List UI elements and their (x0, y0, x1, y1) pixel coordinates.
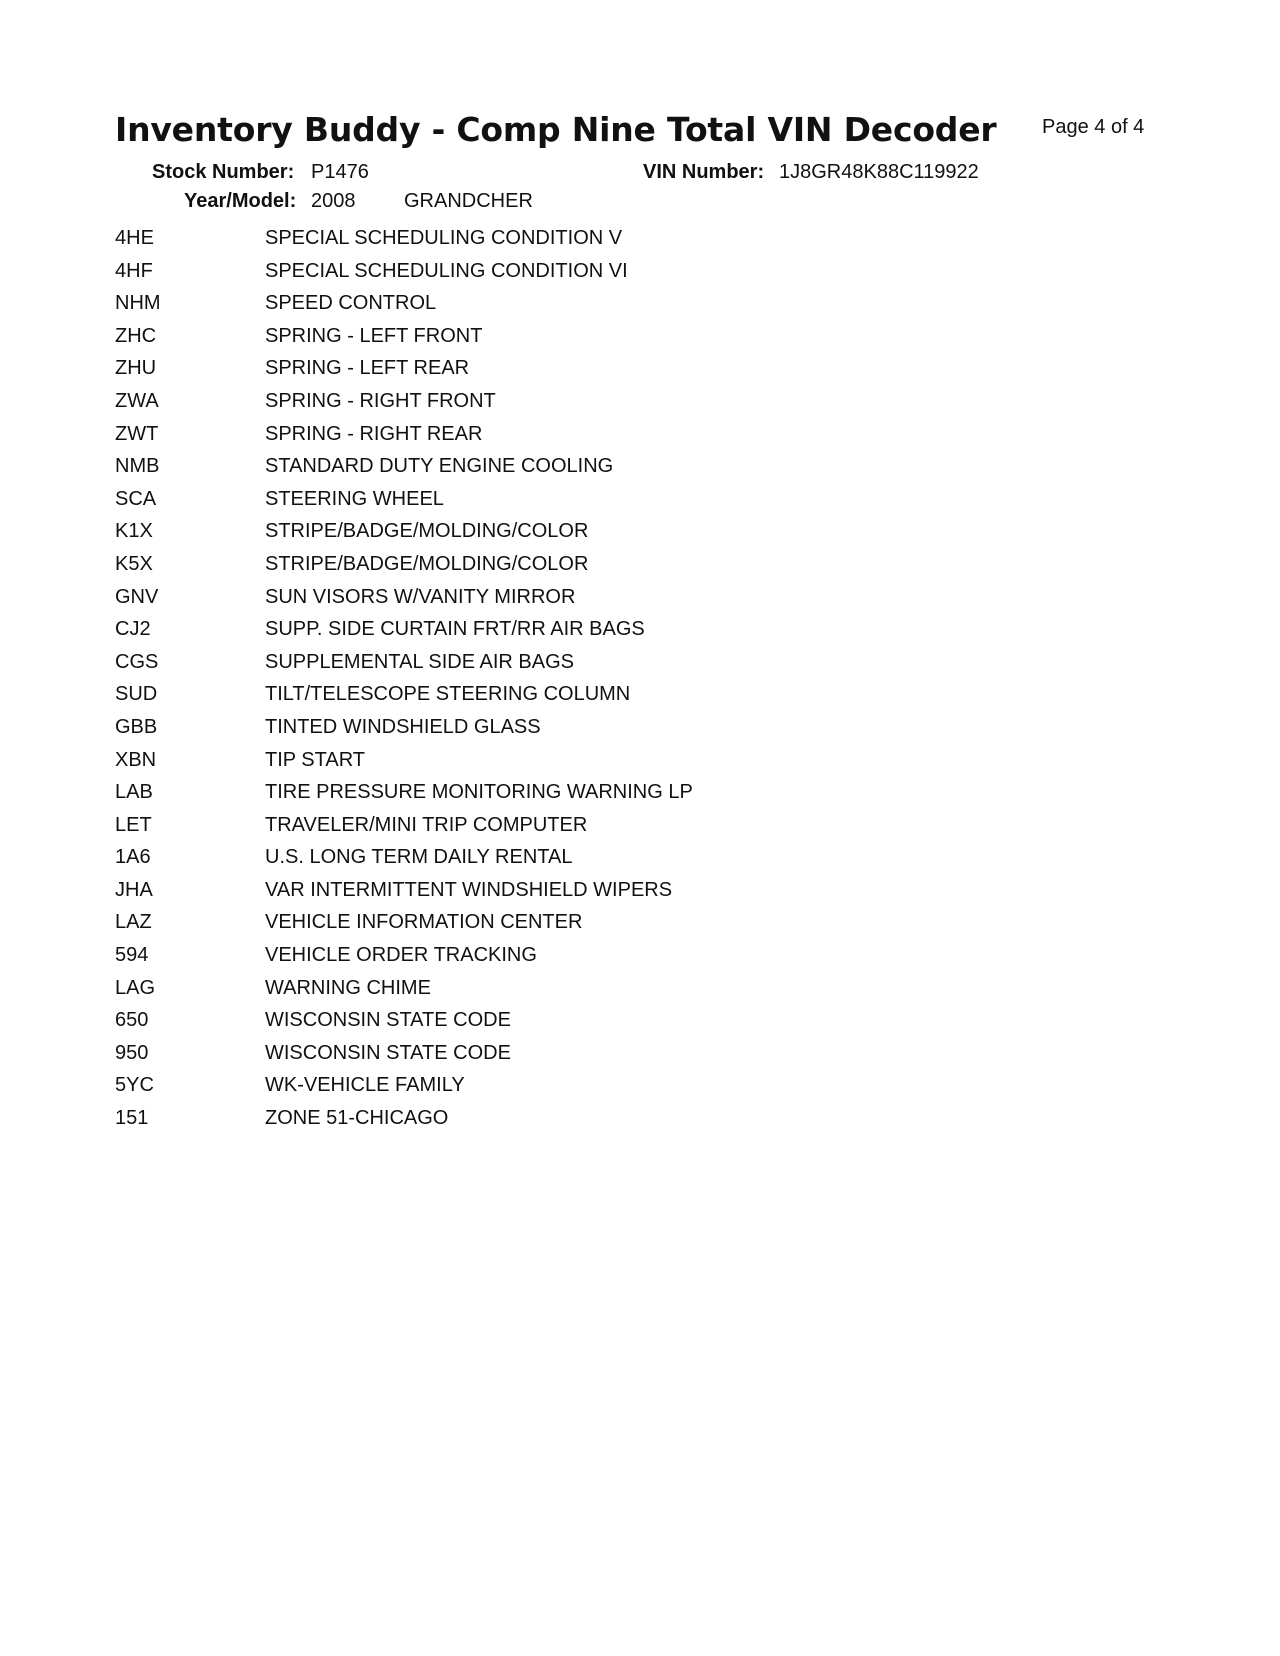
option-row (0, 683, 1280, 716)
option-code: 4HE (115, 227, 154, 249)
option-code: XBN (115, 748, 157, 771)
option-code: ZWT (115, 422, 159, 445)
vin-number-value: 1J8GR48K88C119922 (779, 161, 979, 183)
option-description: SPRING - LEFT REAR (265, 357, 470, 380)
option-code: LAG (115, 976, 156, 999)
vin-number-label: VIN Number: (643, 161, 765, 183)
option-code: CJ2 (115, 618, 151, 641)
option-code: K5X (115, 552, 153, 575)
option-description: STANDARD DUTY ENGINE COOLING (265, 455, 614, 478)
model-value: GRANDCHER (404, 190, 533, 212)
stock-number-label: Stock Number: (152, 161, 295, 183)
page-number: Page 4 of 4 (1042, 116, 1145, 138)
option-row (0, 390, 1280, 423)
option-code: 594 (115, 944, 149, 967)
option-code: NMB (115, 455, 160, 478)
option-row (0, 586, 1280, 619)
option-description: U.S. LONG TERM DAILY RENTAL (265, 846, 573, 869)
option-description: VEHICLE INFORMATION CENTER (265, 911, 583, 934)
option-description: SPRING - RIGHT REAR (265, 422, 483, 445)
option-description: TRAVELER/MINI TRIP COMPUTER (265, 813, 588, 836)
option-row (0, 357, 1280, 390)
option-description: SPRING - RIGHT FRONT (265, 389, 496, 412)
option-code: GBB (115, 715, 158, 738)
option-code: 950 (115, 1041, 149, 1064)
option-row (0, 651, 1280, 684)
option-row (0, 520, 1280, 553)
option-code: GNV (115, 585, 159, 608)
option-description: WK-VEHICLE FAMILY (265, 1074, 465, 1097)
option-description: VEHICLE ORDER TRACKING (265, 944, 537, 967)
option-code: CGS (115, 650, 159, 673)
option-code: NHM (115, 292, 161, 315)
option-code: 4HF (115, 259, 153, 282)
option-description: WISCONSIN STATE CODE (265, 1041, 511, 1064)
option-code: JHA (115, 878, 153, 901)
option-row (0, 618, 1280, 651)
option-row (0, 749, 1280, 782)
option-code: LAZ (115, 911, 152, 934)
option-description: STRIPE/BADGE/MOLDING/COLOR (265, 520, 589, 543)
option-row (0, 1107, 1280, 1140)
option-row (0, 879, 1280, 912)
option-row (0, 1074, 1280, 1107)
option-description: TILT/TELESCOPE STEERING COLUMN (265, 683, 631, 706)
option-row (0, 553, 1280, 586)
option-row (0, 846, 1280, 879)
option-row (0, 977, 1280, 1010)
option-code: SCA (115, 487, 157, 510)
option-code: SUD (115, 683, 158, 706)
option-code: ZHC (115, 324, 157, 347)
option-code: 5YC (115, 1074, 154, 1097)
option-row (0, 455, 1280, 488)
option-description: SUPPLEMENTAL SIDE AIR BAGS (265, 650, 574, 673)
year-value: 2008 (311, 190, 356, 212)
option-description: TIRE PRESSURE MONITORING WARNING LP (265, 781, 693, 804)
page-title: Inventory Buddy - Comp Nine Total VIN Decoder (115, 110, 997, 149)
option-code-list (0, 227, 1280, 1140)
option-code: 650 (115, 1009, 149, 1032)
option-code: LET (115, 813, 152, 836)
option-description: STEERING WHEEL (265, 487, 444, 510)
option-row (0, 781, 1280, 814)
option-description: TINTED WINDSHIELD GLASS (265, 715, 541, 738)
option-description: SUN VISORS W/VANITY MIRROR (265, 585, 576, 608)
option-description: WISCONSIN STATE CODE (265, 1009, 511, 1032)
option-description: SPEED CONTROL (265, 292, 437, 315)
option-row (0, 1009, 1280, 1042)
option-description: VAR INTERMITTENT WINDSHIELD WIPERS (265, 878, 673, 901)
option-code: LAB (115, 781, 153, 804)
option-description: SUPP. SIDE CURTAIN FRT/RR AIR BAGS (265, 618, 645, 641)
option-description: SPECIAL SCHEDULING CONDITION VI (265, 259, 628, 282)
option-description: SPECIAL SCHEDULING CONDITION V (265, 227, 623, 249)
stock-number-value: P1476 (311, 161, 369, 183)
option-row (0, 423, 1280, 456)
option-row (0, 1042, 1280, 1075)
option-code: K1X (115, 520, 153, 543)
option-row (0, 325, 1280, 358)
option-row (0, 814, 1280, 847)
option-row (0, 292, 1280, 325)
option-code: 1A6 (115, 846, 151, 869)
option-description: STRIPE/BADGE/MOLDING/COLOR (265, 552, 589, 575)
year-model-label: Year/Model: (184, 190, 297, 212)
option-description: WARNING CHIME (265, 976, 431, 999)
option-row (0, 716, 1280, 749)
option-code: ZWA (115, 389, 159, 412)
option-description: TIP START (265, 748, 366, 771)
option-description: ZONE 51-CHICAGO (265, 1107, 449, 1130)
option-row (0, 911, 1280, 944)
option-row (0, 944, 1280, 977)
option-description: SPRING - LEFT FRONT (265, 324, 483, 347)
option-row (0, 260, 1280, 293)
option-code: ZHU (115, 357, 157, 380)
option-code: 151 (115, 1107, 149, 1130)
option-row (0, 227, 1280, 260)
option-row (0, 488, 1280, 521)
